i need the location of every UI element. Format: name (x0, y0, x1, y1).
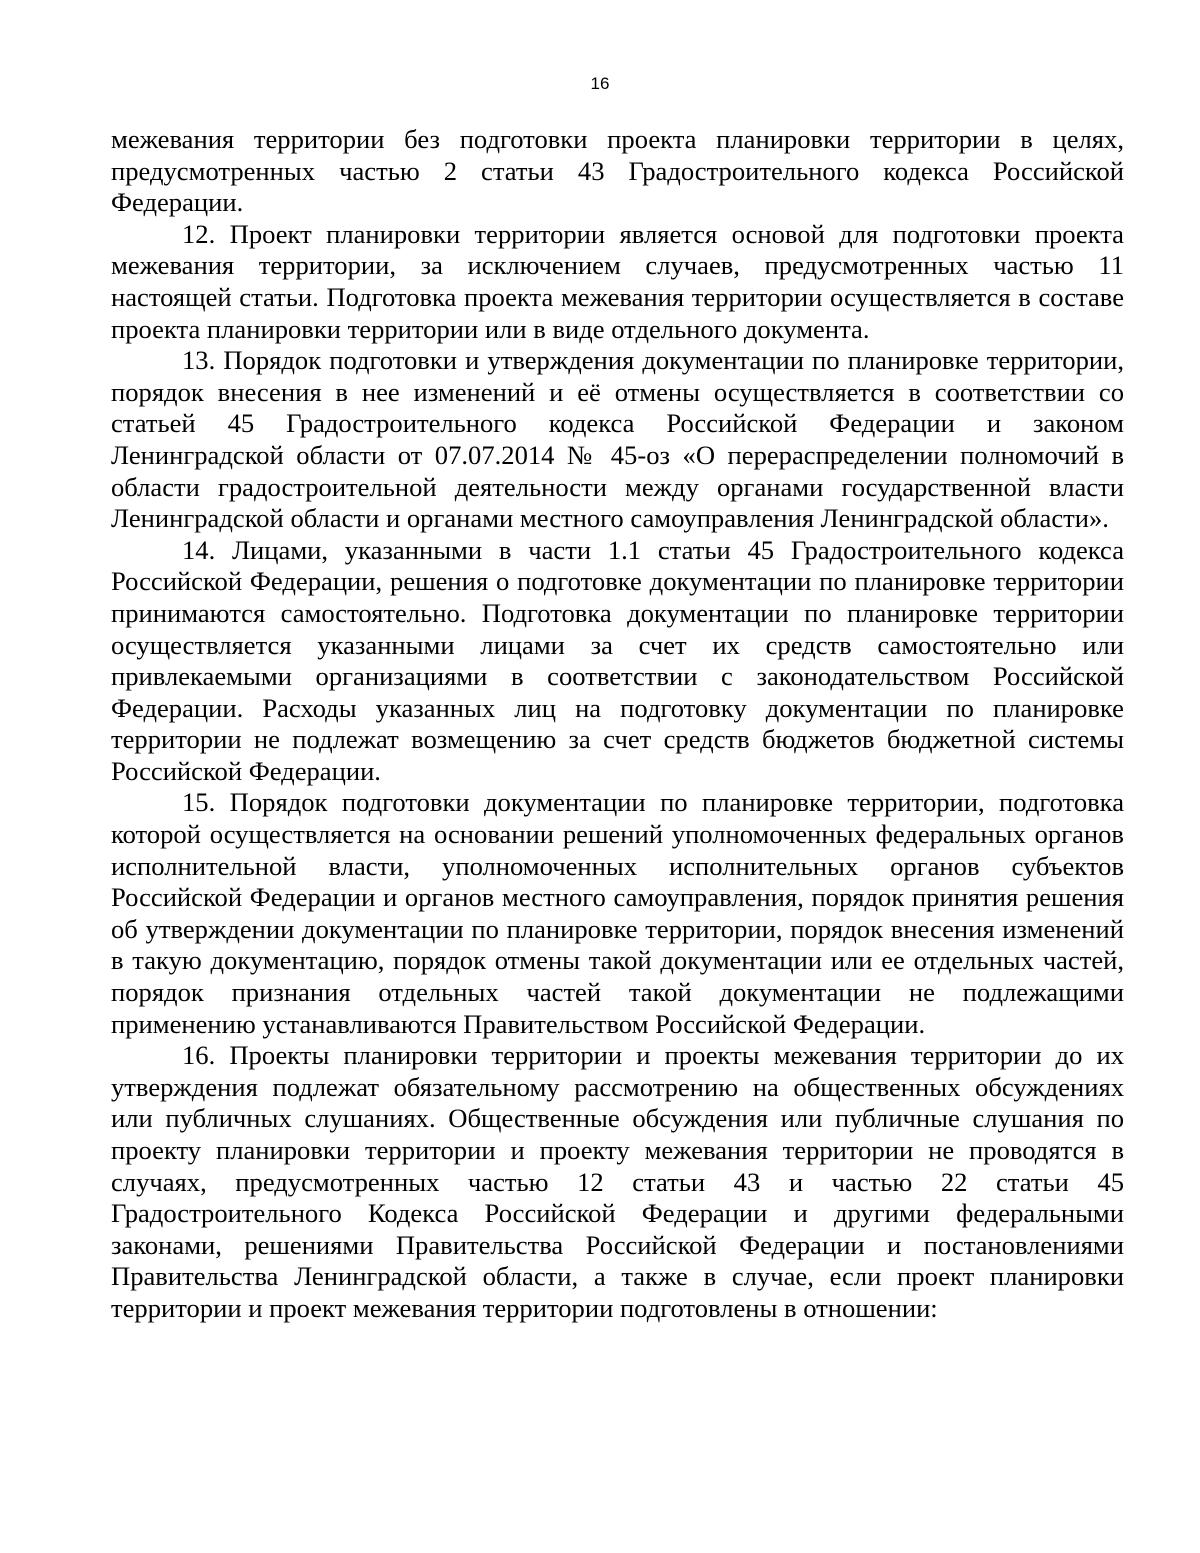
document-body (111, 124, 1124, 1325)
paragraph-12: 12. Проект планировки территории является основой для подготовки проекта межевания территории, за исключением случаев, предусмотренных частью 11 настоящей статьи. Подготовка проекта межевания территории осуществляется в составе проекта планировки территории или в виде отдельного документа. (111, 218, 1124, 344)
paragraph-14: 14. Лицами, указанными в части 1.1 статьи 45 Градостроительного кодекса Российской Федерации, решения о подготовке документации по планировке территории принимаются самостоятельно. Подготовка документации по планировке территории осуществляется указанными лицами за счет их средств самостоятельно или привлекаемыми организациями в соответствии с законодательством Российской Федерации. Расходы указанных лиц на подготовку документации по планировке территории не подлежат возмещению за счет средств бюджетов бюджетной системы Российской Федерации. (111, 534, 1124, 786)
paragraph-continuation: межевания территории без подготовки проекта планировки территории в целях, предусмотренных частью 2 статьи 43 Градостроительного кодекса Российской Федерации. (111, 124, 1124, 218)
page-number: 16 (590, 74, 610, 93)
paragraph-15: 15. Порядок подготовки документации по планировке территории, подготовка которой осуществляется на основании решений уполномоченных федеральных органов исполнительной власти, уполномоченных исполнительных органов субъектов Российской Федерации и органов местного самоуправления, порядок принятия решения об утверждении документации по планировке территории, порядок внесения изменений в такую документацию, порядок отмены такой документации или ее отдельных частей, порядок признания отдельных частей такой документации не подлежащими применению устанавливаются Правительством Российской Федерации. (111, 787, 1124, 1039)
paragraph-13: 13. Порядок подготовки и утверждения документации по планировке территории, порядок внесения в нее изменений и её отмены осуществляется в соответствии со статьей 45 Градостроительного кодекса Российской Федерации и законом Ленинградской области от 07.07.2014 № 45-оз «О перераспределении полномочий в области градостроительной деятельности между органами государственной власти Ленинградской области и органами местного самоуправления Ленинградской области». (111, 345, 1124, 534)
paragraph-16: 16. Проекты планировки территории и проекты межевания территории до их утверждения подлежат обязательному рассмотрению на общественных обсуждениях или публичных слушаниях. Общественные обсуждения или публичные слушания по проекту планировки территории и проекту межевания территории не проводятся в случаях, предусмотренных частью 12 статьи 43 и частью 22 статьи 45 Градостроительного Кодекса Российской Федерации и другими федеральными законами, решениями Правительства Российской Федерации и постановлениями Правительства Ленинградской области, а также в случае, если проект планировки территории и проект межевания территории подготовлены в отношении: (111, 1040, 1124, 1323)
